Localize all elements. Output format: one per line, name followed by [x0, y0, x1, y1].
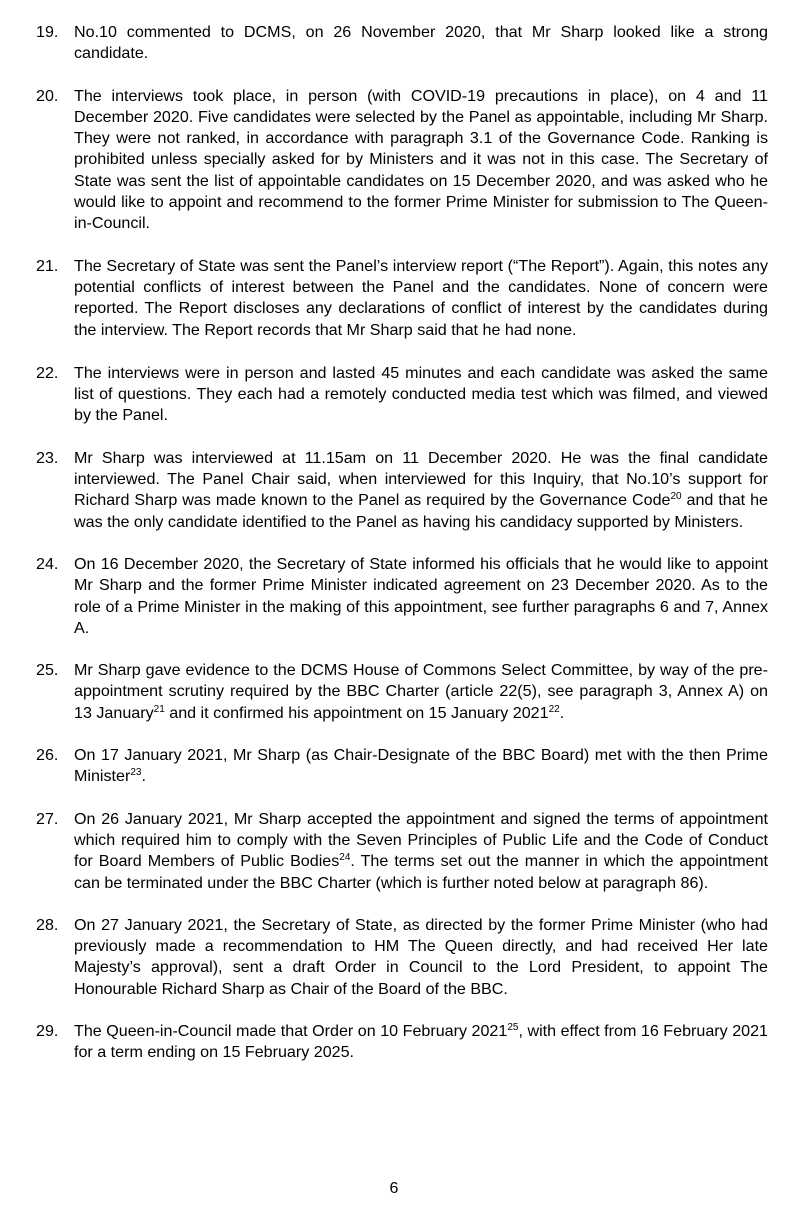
footnote-reference[interactable]: 22: [548, 703, 560, 715]
paragraph-text: [74, 86, 768, 235]
text-run: .: [141, 767, 146, 786]
footnote-reference[interactable]: 24: [339, 852, 351, 864]
text-run: On 26 January 2021, Mr Sharp accepted the appointment and signed the terms of appointment which required him to comply with the Seven Principles of Public Life and the Code of Conduct for Board Members of Public Bodies: [74, 809, 768, 871]
paragraph-number: 24.: [36, 554, 59, 573]
page-number: 6: [389, 1180, 399, 1197]
text-run: Mr Sharp was interviewed at 11.15am on 11 December 2020. He was the final candidate interviewed. The Panel Chair said, when interviewed for this Inquiry, that No.10’s support for Richard Sharp was made known to the Panel as required by the Governance Code: [74, 448, 768, 510]
numbered-paragraph: [36, 448, 768, 533]
text-run: and it confirmed his appointment on 15 January 2021: [164, 703, 549, 722]
paragraph-number: 25.: [36, 661, 59, 680]
text-run: . The terms set out the manner in which the appointment can be terminated under the BBC Charter (which is further noted below at paragraph 86).: [74, 852, 768, 892]
numbered-paragraph: [36, 745, 768, 788]
paragraph-text: [74, 915, 768, 1000]
text-run: On 17 January 2021, Mr Sharp (as Chair-Designate of the BBC Board) met with the then Prime Minister: [74, 746, 768, 786]
text-run: No.10 commented to DCMS, on 26 November 2020, that Mr Sharp looked like a strong candidate.: [74, 23, 768, 63]
footnote-reference[interactable]: 23: [130, 767, 142, 779]
paragraph-number: 19.: [36, 23, 59, 41]
numbered-paragraph: [36, 256, 768, 341]
footnote-reference[interactable]: 21: [153, 703, 165, 715]
paragraph-number: 21.: [36, 256, 59, 275]
text-run: The interviews took place, in person (with COVID-19 precautions in place), on 4 and 11 December 2020. Five candidates were selected by the Panel as appointable, including Mr Sharp. They were not ranked, in accordance with paragraph 3.1 of the Governance Code. Ranking is prohibited unless specially asked for by Ministers and it was not in this case. The Secretary of State was sent the list of appointable candidates on 15 December 2020, and was asked who he would like to appoint and recommend to the former Prime Minister for submission to The Queen-in-Council.: [74, 86, 768, 233]
footnote-reference[interactable]: 25: [507, 1021, 519, 1033]
text-run: and that he was the only candidate identified to the Panel as having his candidacy supported by Ministers.: [74, 491, 768, 531]
text-run: .: [559, 703, 565, 722]
numbered-paragraph: [36, 363, 768, 427]
numbered-paragraph: [36, 86, 768, 235]
numbered-paragraph: [36, 660, 768, 724]
paragraph-number: 26.: [36, 746, 59, 765]
paragraph-text: [74, 22, 768, 65]
paragraph-text: [74, 660, 768, 724]
paragraph-number: 28.: [36, 915, 59, 934]
numbered-paragraph: [36, 809, 768, 894]
numbered-paragraph: [36, 1021, 768, 1064]
paragraph-text: [74, 363, 768, 427]
paragraph-list: [36, 22, 768, 1085]
numbered-paragraph: [36, 554, 768, 639]
paragraph-text: [74, 809, 768, 894]
paragraph-text: [74, 1021, 768, 1064]
paragraph-number: 22.: [36, 363, 59, 382]
paragraph-text: [74, 448, 768, 533]
numbered-paragraph: [36, 915, 768, 1000]
text-run: The Secretary of State was sent the Panel’s interview report (“The Report”). Again, this notes any potential conflicts of interest between the Panel and the candidates. None of concern were reported. The Report discloses any declarations of conflict of interest by the candidates during the interview. The Report records that Mr Sharp said that he had none.: [74, 256, 768, 339]
paragraph-text: [74, 554, 768, 639]
paragraph-text: [74, 256, 768, 341]
text-run: The interviews were in person and lasted 45 minutes and each candidate was asked the same list of questions. They each had a remotely conducted media test which was filmed, and viewed by the Panel.: [74, 363, 768, 425]
paragraph-text: [74, 745, 768, 788]
paragraph-number: 29.: [36, 1021, 59, 1040]
text-run: On 16 December 2020, the Secretary of State informed his officials that he would like to appoint Mr Sharp and the former Prime Minister indicated agreement on 23 December 2020. As to the role of a Prime Minister in the making of this appointment, see further paragraphs 6 and 7, Annex A.: [74, 554, 768, 637]
paragraph-number: 20.: [36, 86, 59, 105]
numbered-paragraph: [36, 22, 768, 65]
text-run: The Queen-in-Council made that Order on 10 February 2021: [74, 1021, 508, 1040]
text-run: , with effect from 16 February 2021 for a term ending on 15 February 2025.: [74, 1021, 769, 1062]
text-run: On 27 January 2021, the Secretary of State, as directed by the former Prime Minister (who had previously made a recommendation to HM The Queen directly, and had received Her late Majesty’s approval), sent a draft Order in Council to the Lord President, to appoint The Honourable Richard Sharp as Chair of the Board of the BBC.: [74, 915, 768, 998]
footnote-reference[interactable]: 20: [670, 491, 682, 503]
paragraph-number: 27.: [36, 809, 59, 828]
paragraph-number: 23.: [36, 448, 59, 467]
text-run: Mr Sharp gave evidence to the DCMS House of Commons Select Committee, by way of the pre-appointment scrutiny required by the BBC Charter (article 22(5), see paragraph 3, Annex A) on 13 January: [74, 661, 768, 722]
